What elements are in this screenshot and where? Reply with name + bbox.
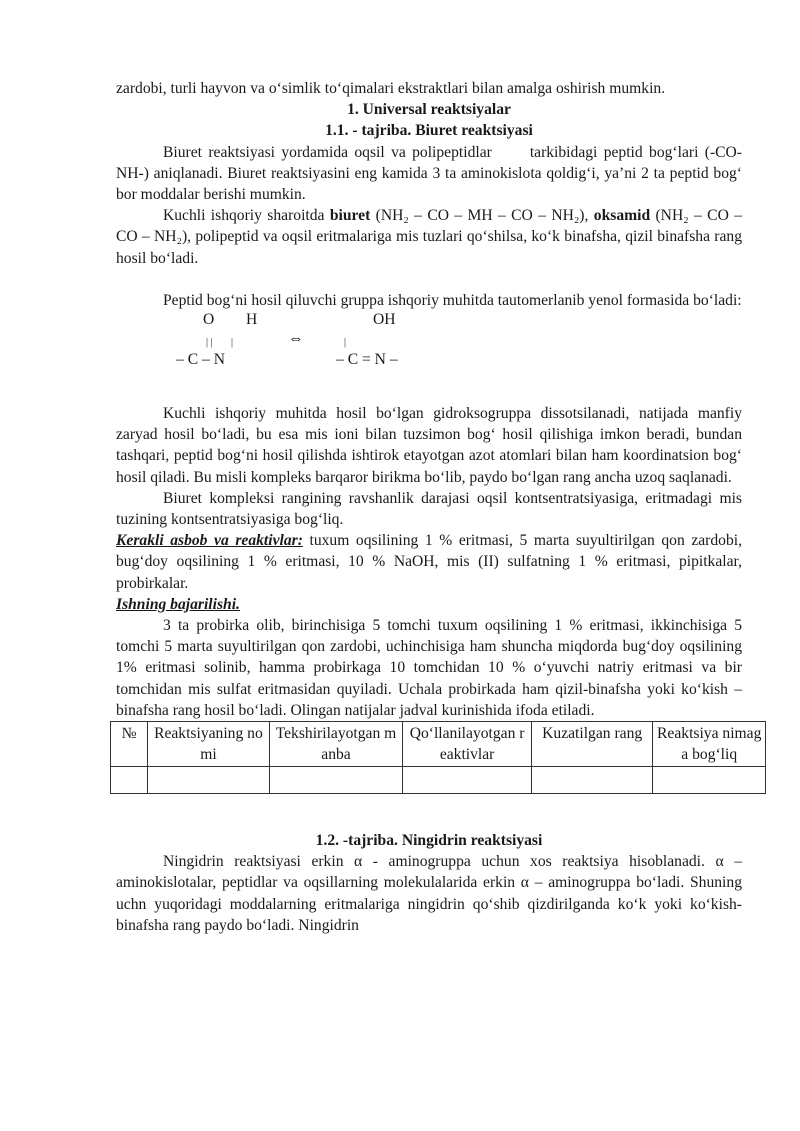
reagent-text-rest: (NH₂ – CO – CO – NH₂), polipeptid va oqsil eritmalariga mis tuzlari qo‘shilsa, ko‘k binafsha, qizil binafsha rang hosil bo‘ladi. <box>116 207 742 267</box>
intensity-paragraph: Biuret kompleksi rangining ravshanlik darajasi oqsil kontsentratsiyasiga, eritmadagi mis tuzining kontsentratsiyasiga bog‘liq. <box>116 489 742 529</box>
equilibrium-arrow-icon: ⇔ <box>288 330 304 348</box>
intro-paragraph: zardobi, turli hayvon va o‘simlik to‘qimalari ekstraktlari bilan amalga oshirish mumkin. <box>116 80 666 97</box>
table-header-cell: Reaktsiyaning nomi <box>148 722 270 767</box>
biuret-formula: (NH₂ – CO – MH – CO – NH₂), <box>370 207 594 225</box>
procedure-paragraph: 3 ta probirka olib, birinchisiga 5 tomchi tuxum oqsilining 1 % eritmasi, ikkinchisiga 5 tomchi 5 marta suyultirilgan qon zardobi, uchinchisiga ham shuncha miqdorda bug‘doy oqsilining 1% eritmasi solinib, hamma probirkaga 10 tomchidan 10 % o‘yuvchi natriy eritmasi va bir tomchidan mis sulfat eritmasidan quyiladi. Uchala probirkada ham qizil-binafsha yoki ko‘kish – binafsha rang hosil bo‘ladi. Olingan natijalar jadval kurinishida ifoda etiladi. <box>116 617 742 719</box>
section-heading: 1. Universal reaktsiyalar <box>347 101 511 119</box>
table-header-cell: Qo‘llanilayotgan reaktivlar <box>403 722 532 767</box>
document-page <box>116 78 762 936</box>
oksamid-term: oksamid <box>593 207 651 225</box>
table-cell <box>531 767 653 794</box>
formula-single-bond: | <box>231 337 234 349</box>
procedure-label-line <box>116 594 742 615</box>
formula-right-bond: | <box>344 337 347 349</box>
biuret-term: biuret <box>329 207 371 225</box>
ninhydrin-paragraph: Ningidrin reaktsiyasi erkin α - aminogruppa uchun xos reaktsiya hisoblanadi. α – aminokislotalar, peptidlar va oqsillarning molekulalarida erkin α – aminogruppa bo‘ladi. Shuning uchn yuqoridagi moddalarning eritmalariga ningidrin qo‘shib qizdirilganda ko‘k yoki ko‘kish-binafsha rang paydo bo‘ladi. Ningidrin <box>116 853 742 934</box>
formula-hydrogen: H <box>246 311 258 329</box>
procedure-label: Ishning bajarilishi. <box>116 595 240 613</box>
table-row <box>111 767 766 794</box>
table-cell <box>269 767 403 794</box>
formula-oxygen: O <box>203 311 215 329</box>
formula-right: – C = N – <box>336 351 398 369</box>
biuret-paragraph-part-b: tarkibidagi peptid bog‘lari (-CO-NH-) aniqlanadi. Biuret reaktsiyasini eng kamida 3 ta aminokislota qoldig‘i, ya’ni 2 ta peptid bog‘ bor moddalar berishi mumkin. <box>116 143 742 204</box>
table-header-row <box>111 722 766 767</box>
table-cell <box>653 767 766 794</box>
equipment-label: Kerakli asbob va reaktivlar: <box>116 532 303 550</box>
equipment-text: tuxum oqsilining 1 % eritmasi, 5 marta suyultirilgan qon zardobi, bug‘doy oqsilining 1 % eritmasi, 10 % NaOH, mis (II) sulfatning 1 % eritmasi, pipitkalar, probirkalar. <box>116 532 742 592</box>
tautomer-paragraph: Peptid bog‘ni hosil qiluvchi gruppa ishqoriy muhitda tautomerlanib yenol formasida bo‘ladi: <box>163 291 742 309</box>
results-table <box>110 721 766 794</box>
experiment-2-heading: 1.2. -tajriba. Ningidrin reaktsiyasi <box>315 832 543 850</box>
biuret-paragraph-part-a: Biuret reaktsiyasi yordamida oqsil va polipeptidlar <box>163 143 492 161</box>
biuret-paragraph <box>116 142 742 206</box>
table-header-cell: Kuzatilgan rang <box>531 722 653 767</box>
experiment-1-heading: 1.1. - tajriba. Biuret reaktsiyasi <box>325 122 533 140</box>
table-cell <box>148 767 270 794</box>
complex-paragraph: Kuchli ishqoriy muhitda hosil bo‘lgan gidroksogruppa dissotsilanadi, natijada manfiy zaryad hosil bo‘ladi, bu esa mis ioni bilan tuzsimon bog‘ hosil qilishiga imkon beradi, bundan tashqari, peptid bog‘ni hosil qilishda ishtirok etayotgan azot atomlari bilan ham koordinatsion bog‘ hosil qiladi. Bu misli kompleks barqaror birikma bo‘lib, paydo bo‘lgan rang ancha uzoq saqlanadi. <box>116 405 742 486</box>
table-header-cell: Tekshirilayotgan manba <box>269 722 403 767</box>
table-cell <box>111 767 148 794</box>
formula-double-bond: | | <box>206 337 213 349</box>
table-cell <box>403 767 532 794</box>
reagent-paragraph <box>116 205 742 269</box>
tautomer-formula <box>176 311 742 373</box>
equipment-paragraph <box>116 530 742 594</box>
table-header-cell: Reaktsiya nimaga bog‘liq <box>653 722 766 767</box>
formula-left: – C – N <box>176 351 225 369</box>
reagent-text-start: Kuchli ishqoriy sharoitda <box>163 207 330 225</box>
formula-hydroxyl: OH <box>373 311 396 329</box>
table-header-cell: № <box>111 722 148 767</box>
